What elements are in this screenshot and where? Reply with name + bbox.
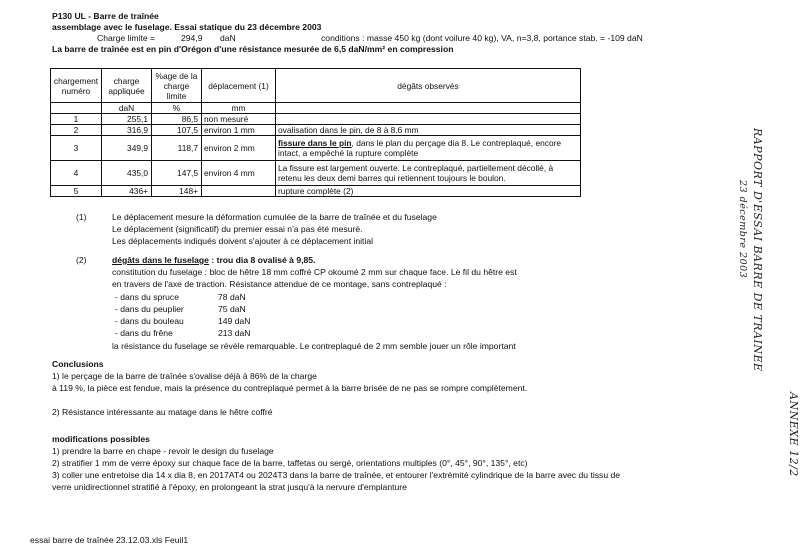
row-depl: non mesuré (202, 114, 276, 125)
unit-cell (276, 103, 581, 114)
handwritten-report-title: RAPPORT D'ESSAI BARRE DE TRAINEE (751, 128, 764, 372)
document-title: P130 UL - Barre de traînée (52, 11, 159, 21)
note-2-title-rest: : trou dia 8 ovalisé à 9,85. (208, 255, 316, 265)
wood-value: 213 daN (218, 328, 251, 338)
handwritten-date: 23 décembre 2003 (737, 180, 748, 279)
header-degats: dégâts observés (276, 69, 581, 103)
conclusion-line: 2) Résistance intéressante au matage dans le hêtre coffré (52, 407, 273, 417)
modification-line: 3) coller une entretoise dia 14 x dia 8, en 2017AT4 ou 2024T3 dans la barre de traînée, et entourer l'extrémité cylindrique de la barre avec du tissu de (52, 470, 621, 480)
wood-label: - dans du peuplier (115, 304, 184, 314)
note-1-line: Les déplacements indiqués doivent s'ajouter à ce déplacement initial (112, 236, 374, 246)
row-charge: 349,9 (102, 136, 152, 161)
note-1-number: (1) (76, 212, 87, 222)
wood-label: - dans du bouleau (115, 316, 184, 326)
row-pct: 147,5 (152, 161, 202, 186)
row-depl (202, 186, 276, 197)
header-charge: charge appliquée (102, 69, 152, 103)
degats-bold: fissure dans le pin (278, 138, 352, 148)
row-depl: environ 2 mm (202, 136, 276, 161)
unit-cell: daN (102, 103, 152, 114)
table-header-row (51, 69, 581, 103)
row-num: 4 (51, 161, 102, 186)
wood-value: 75 daN (218, 304, 246, 314)
unit-cell: mm (202, 103, 276, 114)
note-2-conclusion: la résistance du fuselage se révèle remarquable. Le contreplaqué de 2 mm semble jouer un rôle important (112, 341, 516, 351)
row-charge: 435,0 (102, 161, 152, 186)
header-chargement: chargement numéro (51, 69, 102, 103)
row-depl: environ 4 mm (202, 161, 276, 186)
note-2-line: en travers de l'axe de traction. Résistance attendue de ce montage, sans contreplaqué : (112, 279, 447, 289)
note-1-line: Le déplacement mesure la déformation cumulée de la barre de traînée et du fuselage (112, 212, 437, 222)
row-pct: 118,7 (152, 136, 202, 161)
modifications-title: modifications possibles (52, 434, 150, 444)
header-pourcentage: %age de la charge limite (152, 69, 202, 103)
row-degats: La fissure est largement ouverte. Le contreplaqué, partiellement décollé, à retenu les deux demi barres qui retiennent toujours le boulon. (276, 161, 581, 186)
row-charge: 436+ (102, 186, 152, 197)
wood-label: - dans du frêne (115, 328, 173, 338)
table-row (51, 114, 581, 125)
test-conditions: conditions : masse 450 kg (dont voilure 40 kg), VA, n=3,8, portance stab. = -109 daN (321, 33, 643, 43)
wood-value: 78 daN (218, 292, 246, 302)
note-2-line: constitution du fuselage : bloc de hêtre 18 mm coffré CP okoumé 2 mm sur chaque face. Le fil du hêtre est (112, 267, 517, 277)
modification-line: verre unidirectionnel stratifié à l'époxy, en prolongeant la strat jusqu'à la nervure d'emplanture (52, 482, 407, 492)
document-subtitle: assemblage avec le fuselage. Essai statique du 23 décembre 2003 (52, 22, 322, 32)
row-degats (276, 136, 581, 161)
note-2-title-underlined: dégâts dans le fuselage (112, 255, 209, 265)
note-2-title (112, 255, 315, 266)
charge-limite-label: Charge limite = (97, 33, 156, 43)
header-deplacement: déplacement (1) (202, 69, 276, 103)
modification-line: 2) stratifier 1 mm de verre époxy sur chaque face de la barre, taffetas ou sergé, orientations multiples (0°, 45°, 90°, 135°, etc) (52, 458, 528, 468)
row-degats: rupture complète (2) (276, 186, 581, 197)
row-degats: ovalisation dans le pin, de 8 à 8.6 mm (276, 125, 581, 136)
table-row (51, 186, 581, 197)
conclusion-line: à 119 %, la pièce est fendue, mais la présence du contreplaqué permet à la barre brisée de ne pas se rompre complètement. (52, 383, 528, 393)
results-table (50, 68, 581, 197)
charge-limite-unit: daN (220, 33, 236, 43)
row-pct: 148+ (152, 186, 202, 197)
row-pct: 107,5 (152, 125, 202, 136)
wood-value: 149 daN (218, 316, 251, 326)
table-row (51, 136, 581, 161)
table-units-row (51, 103, 581, 114)
unit-cell: % (152, 103, 202, 114)
wood-label: - dans du spruce (115, 292, 180, 302)
unit-cell (51, 103, 102, 114)
material-description: La barre de traînée est en pin d'Orégon d'une résistance mesurée de 6,5 daN/mm² en compression (52, 44, 454, 54)
row-degats (276, 114, 581, 125)
row-charge: 316,9 (102, 125, 152, 136)
table-row (51, 161, 581, 186)
conclusion-line: 1) le perçage de la barre de traînée s'ovalise déjà à 86% de la charge (52, 371, 317, 381)
row-pct: 86,5 (152, 114, 202, 125)
table-row (51, 125, 581, 136)
handwritten-annex: ANNEXE 12/2 (787, 392, 800, 477)
note-2-number: (2) (76, 255, 87, 265)
modification-line: 1) prendre la barre en chape - revoir le design du fuselage (52, 446, 274, 456)
footer-filename: essai barre de traînée 23.12.03.xls Feuil1 (30, 535, 189, 545)
row-num: 3 (51, 136, 102, 161)
degats-text: , dans le plan du perçage dia 8. Le contreplaqué, encore intact, a empêché la rupture complète (278, 138, 562, 158)
row-num: 1 (51, 114, 102, 125)
row-num: 5 (51, 186, 102, 197)
row-charge: 255,1 (102, 114, 152, 125)
note-1-line: Le déplacement (significatif) du premier essai n'a pas été mesuré. (112, 224, 363, 234)
charge-limite-value: 294,9 (181, 33, 203, 43)
row-num: 2 (51, 125, 102, 136)
conclusions-title: Conclusions (52, 359, 104, 369)
row-depl: environ 1 mm (202, 125, 276, 136)
